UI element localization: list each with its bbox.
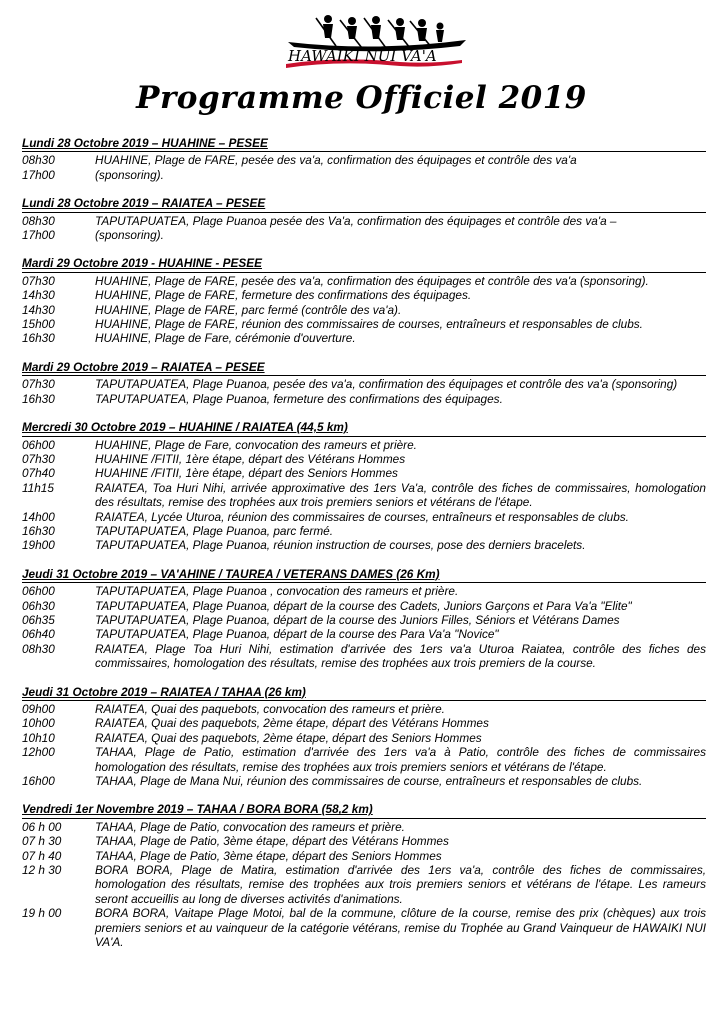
entry-time: 07h40: [22, 466, 55, 481]
schedule-entry: [22, 331, 706, 345]
entry-description: HUAHINE, Plage de FARE, pesée des va'a, confirmation des équipages et contrôle des va'a: [95, 153, 577, 168]
entry-description: TAPUTAPUATEA, Plage Puanoa, départ de la course des Cadets, Juniors Garçons et Para Va'a "Elite": [95, 598, 632, 613]
entry-description: HUAHINE, Plage de FARE, pesée des va'a, confirmation des équipages et contrôle des va'a (sponsoring).: [95, 273, 649, 288]
programme-section: [22, 360, 706, 406]
section-header: Mercredi 30 Octobre 2019 – HUAHINE / RAIATEA (44,5 km): [22, 420, 706, 436]
programme-section: [22, 196, 706, 242]
entry-description: TAPUTAPUATEA, Plage Puanoa, parc fermé.: [95, 523, 333, 538]
schedule-entry: [22, 452, 706, 466]
entry-description: RAIATEA, Quai des paquebots, 2ème étape, départ des Seniors Hommes: [95, 730, 482, 745]
schedule-entry: [22, 392, 706, 406]
entry-description: HUAHINE, Plage de FARE, réunion des commissaires de courses, entraîneurs et responsables de clubs.: [95, 317, 643, 332]
schedule-entry: [22, 627, 706, 641]
entry-description: HUAHINE, Plage de Fare, convocation des rameurs et prière.: [95, 437, 417, 452]
schedule-entry: [22, 524, 706, 538]
entry-time: 07h30: [22, 377, 55, 392]
entry-time: 06h30: [22, 598, 55, 613]
entry-description: HUAHINE, Plage de Fare, cérémonie d'ouverture.: [95, 331, 356, 346]
entry-description: TAPUTAPUATEA, Plage Puanoa pesée des Va'a, confirmation des équipages et contrôle des va'a –: [95, 213, 617, 228]
entry-description: HUAHINE /FITII, 1ère étape, départ des Seniors Hommes: [95, 466, 398, 481]
entry-time: 08h30: [22, 153, 55, 168]
hawaiki-nui-logo: [280, 12, 470, 74]
entry-description: TAHAA, Plage de Patio, estimation d'arrivée des 1ers va'a à Patio, contrôle des fiches de commissaires homologation des résultats, remise des trophées aux trois premiers seniors et vétérans de l'étape.: [95, 745, 706, 774]
section-header: Mardi 29 Octobre 2019 - HUAHINE - PESEE: [22, 256, 706, 272]
schedule-entry: [22, 716, 706, 730]
entry-time: 17h00: [22, 228, 55, 243]
entry-time: 07 h 40: [22, 848, 62, 863]
page-title: Programme Officiel 2019: [136, 80, 587, 116]
entry-time: 06h00: [22, 584, 55, 599]
entry-time: 10h00: [22, 716, 55, 731]
entry-description: (sponsoring).: [95, 228, 164, 243]
programme-section: [22, 420, 706, 553]
entry-description: (sponsoring).: [95, 167, 164, 182]
section-header: Jeudi 31 Octobre 2019 – VA'AHINE / TAUREA / VETERANS DAMES (26 Km): [22, 567, 706, 583]
schedule-entry: [22, 834, 706, 848]
entry-time: 19 h 00: [22, 906, 62, 921]
entry-time: 10h10: [22, 730, 55, 745]
entry-description: HUAHINE, Plage de FARE, parc fermé (contrôle des va'a).: [95, 302, 402, 317]
entry-time: 08h30: [22, 641, 55, 656]
entry-description: RAIATEA, Quai des paquebots, 2ème étape, départ des Vétérans Hommes: [95, 716, 489, 731]
section-header: Vendredi 1er Novembre 2019 – TAHAA / BORA BORA (58,2 km): [22, 802, 706, 818]
schedule-entry: [22, 481, 706, 510]
entry-description: TAPUTAPUATEA, Plage Puanoa, départ de la course des Para Va'a "Novice": [95, 627, 499, 642]
entry-time: 06h35: [22, 612, 55, 627]
entry-description: TAPUTAPUATEA, Plage Puanoa, départ de la course des Juniors Filles, Séniors et Vétérans Dames: [95, 612, 620, 627]
entry-description: RAIATEA, Quai des paquebots, convocation des rameurs et prière.: [95, 702, 445, 716]
entry-description: HUAHINE, Plage de FARE, fermeture des confirmations des équipages.: [95, 288, 472, 303]
entry-description: BORA BORA, Plage de Matira, estimation d'arrivée des 1ers va'a, contrôle des fiches de commissaires, homologation des résultats, remise des trophées aux trois premiers seniors et vétérans de l'étape. Les rameurs seront accueillis au long de diverses activités d'animations.: [95, 863, 706, 906]
schedule-entry: [22, 599, 706, 613]
schedule-entry: [22, 288, 706, 302]
schedule-entry: [22, 820, 706, 834]
entry-time: 06h40: [22, 627, 55, 642]
programme-list: [22, 136, 706, 964]
entry-description: TAPUTAPUATEA, Plage Puanoa , convocation des rameurs et prière.: [95, 584, 459, 599]
entry-description: TAPUTAPUATEA, Plage Puanoa, réunion instruction de courses, pose des derniers bracelets.: [95, 538, 586, 553]
entry-description: TAPUTAPUATEA, Plage Puanoa, fermeture des confirmations des équipages.: [95, 391, 503, 406]
schedule-entry: [22, 228, 706, 242]
logo-canoe-paddlers-icon: [280, 12, 470, 74]
schedule-entry: [22, 863, 706, 906]
schedule-entry: [22, 466, 706, 480]
entry-time: 14h30: [22, 302, 55, 317]
schedule-entry: [22, 613, 706, 627]
entry-time: 16h30: [22, 391, 55, 406]
schedule-entry: [22, 438, 706, 452]
entry-time: 12 h 30: [22, 863, 62, 878]
entry-time: 12h00: [22, 745, 55, 760]
schedule-entry: [22, 642, 706, 671]
entry-time: 16h00: [22, 774, 55, 789]
entry-time: 16h30: [22, 523, 55, 538]
entry-time: 07 h 30: [22, 834, 62, 849]
section-header: Lundi 28 Octobre 2019 – RAIATEA – PESEE: [22, 196, 706, 212]
schedule-entry: [22, 510, 706, 524]
schedule-entry: [22, 317, 706, 331]
entry-description: HUAHINE /FITII, 1ère étape, départ des Vétérans Hommes: [95, 451, 406, 466]
entry-description: TAHAA, Plage de Mana Nui, réunion des commissaires de course, entraîneurs et responsables de clubs.: [95, 774, 643, 789]
schedule-entry: [22, 214, 706, 228]
programme-section: [22, 136, 706, 182]
schedule-entry: [22, 377, 706, 391]
entry-time: 07h30: [22, 273, 55, 288]
entry-time: 06 h 00: [22, 819, 62, 834]
entry-time: 16h30: [22, 331, 55, 346]
entry-time: 09h00: [22, 702, 55, 716]
entry-description: TAHAA, Plage de Patio, 3ème étape, départ des Vétérans Hommes: [95, 834, 449, 849]
schedule-entry: [22, 731, 706, 745]
schedule-entry: [22, 774, 706, 788]
section-header: Lundi 28 Octobre 2019 – HUAHINE – PESEE: [22, 136, 706, 152]
entry-time: 14h30: [22, 288, 55, 303]
entry-description: TAPUTAPUATEA, Plage Puanoa, pesée des va'a, confirmation des équipages et contrôle des va'a (sponsoring): [95, 377, 678, 392]
programme-section: [22, 567, 706, 671]
entry-description: TAHAA, Plage de Patio, convocation des rameurs et prière.: [95, 819, 405, 834]
entry-time: 14h00: [22, 509, 55, 524]
entry-time: 15h00: [22, 317, 55, 332]
schedule-entry: [22, 153, 706, 167]
section-header: Jeudi 31 Octobre 2019 – RAIATEA / TAHAA (26 km): [22, 685, 706, 701]
programme-section: [22, 802, 706, 949]
entry-time: 08h30: [22, 213, 55, 228]
schedule-entry: [22, 702, 706, 716]
schedule-entry: [22, 849, 706, 863]
schedule-entry: [22, 584, 706, 598]
entry-description: RAIATEA, Plage Toa Huri Nihi, estimation d'arrivée des 1ers va'a Uturoa Raiatea, contrôle des fiches des commissaires, homologation des résultats, remise des trophées aux trois premiers de la course.: [95, 641, 706, 671]
programme-section: [22, 256, 706, 345]
schedule-entry: [22, 274, 706, 288]
entry-time: 11h15: [22, 480, 54, 495]
section-header: Mardi 29 Octobre 2019 – RAIATEA – PESEE: [22, 360, 706, 376]
entry-time: 07h30: [22, 451, 55, 466]
programme-section: [22, 685, 706, 789]
entry-description: RAIATEA, Toa Huri Nihi, arrivée approximative des 1ers Va'a, contrôle des fiches de commissaires, homologation des résultats, remise des trophées aux trois premiers seniors et vétérans de l'étape.: [95, 480, 706, 510]
schedule-entry: [22, 906, 706, 949]
entry-description: TAHAA, Plage de Patio, 3ème étape, départ des Seniors Hommes: [95, 848, 442, 863]
schedule-entry: [22, 168, 706, 182]
entry-time: 17h00: [22, 167, 55, 182]
entry-time: 06h00: [22, 437, 55, 452]
schedule-entry: [22, 303, 706, 317]
schedule-entry: [22, 745, 706, 774]
logo-text: HAWAIKI NUI VA'A: [288, 47, 437, 65]
schedule-entry: [22, 538, 706, 552]
entry-description: RAIATEA, Lycée Uturoa, réunion des commissaires de courses, entraîneurs et responsables de clubs.: [95, 509, 629, 524]
entry-time: 19h00: [22, 538, 55, 553]
entry-description: BORA BORA, Vaitape Plage Motoi, bal de la commune, clôture de la course, remise des prix (chèques) aux trois premiers seniors et au vainqueur de la catégorie vétérans, remise du Trophée au Grand Vainqueur de HAWAIKI NUI VA'A.: [95, 906, 706, 950]
